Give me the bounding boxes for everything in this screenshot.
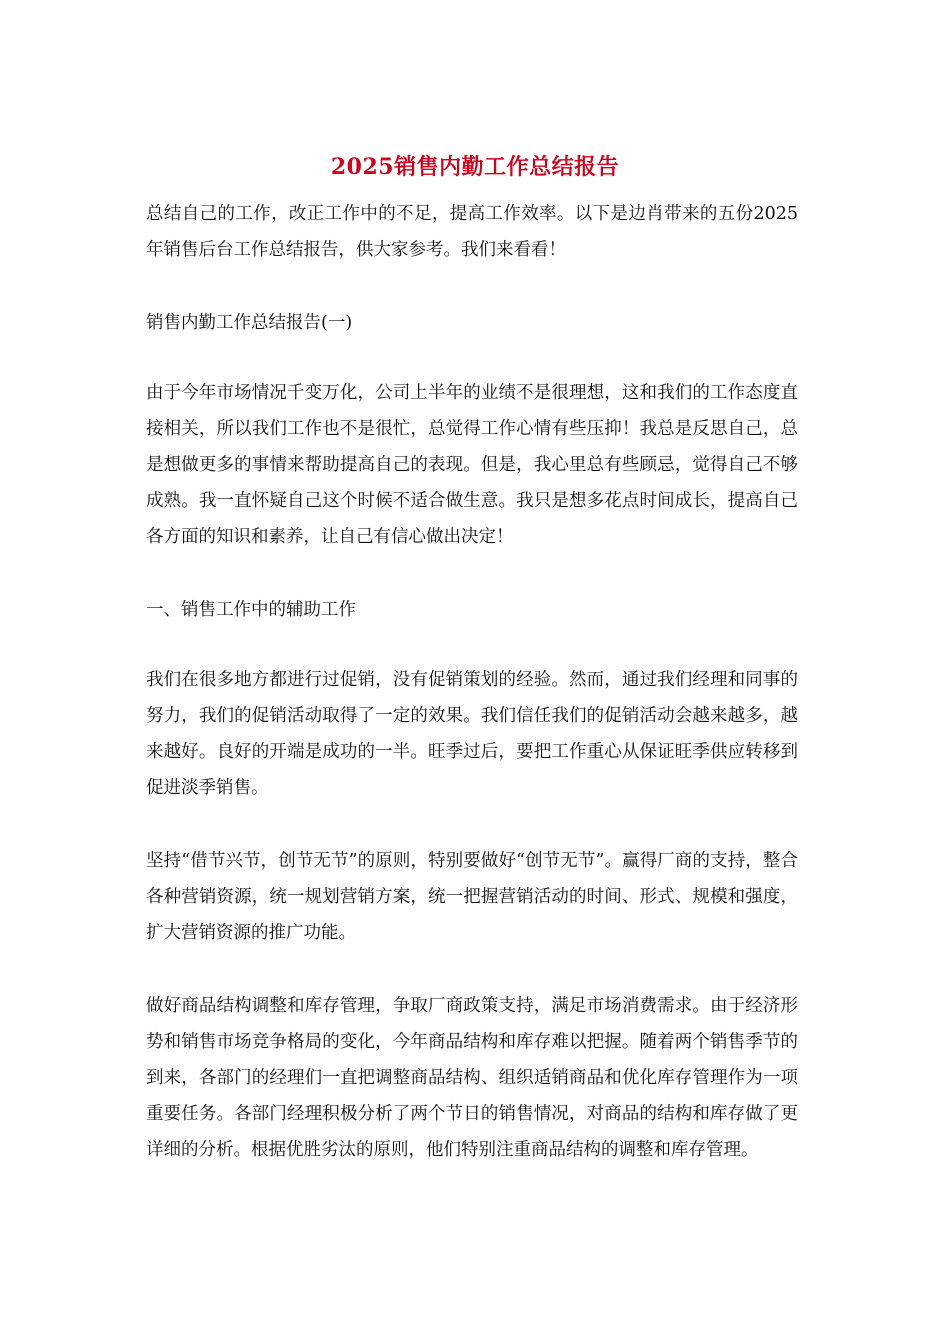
body-paragraph: 做好商品结构调整和库存管理，争取厂商政策支持，满足市场消费需求。由于经济形势和销售市场竞争格局的变化，今年商品结构和库存难以把握。随着两个销售季节的到来，各部门的经理们一直把调整商品结构、组织适销商品和优化库存管理作为一项重要任务。各部门经理积极分析了两个节日的销售情况，对商品的结构和库存做了更详细的分析。根据优胜劣汰的原则，他们特别注重商品结构的调整和库存管理。 [146,996,798,1160]
document-body [146,196,798,1205]
body-paragraph: 坚持“借节兴节，创节无节”的原则，特别要做好“创节无节”。赢得厂商的支持，整合各种营销资源，统一规划营销方案，统一把握营销活动的时间、形式、规模和强度，扩大营销资源的推广功能。 [146,851,798,943]
report-heading: 销售内勤工作总结报告(一) [146,313,353,333]
document-title: 2025销售内勤工作总结报告 [330,154,620,180]
body-paragraph: 由于今年市场情况千变万化，公司上半年的业绩不是很理想，这和我们的工作态度直接相关，所以我们工作也不是很忙，总觉得工作心情有些压抑！我总是反思自己，总是想做更多的事情来帮助提高自己的表现。但是，我心里总有些顾忌，觉得自己不够成熟。我一直怀疑自己这个时候不适合做生意。我只是想多花点时间成长，提高自己各方面的知识和素养，让自己有信心做出决定！ [146,383,798,547]
body-paragraph: 我们在很多地方都进行过促销，没有促销策划的经验。然而，通过我们经理和同事的努力，我们的促销活动取得了一定的效果。我们信任我们的促销活动会越来越多，越来越好。良好的开端是成功的一半。旺季过后，要把工作重心从保证旺季供应转移到促进淡季销售。 [146,670,798,798]
intro-paragraph: 总结自己的工作，改正工作中的不足，提高工作效率。以下是边肖带来的五份2025年销售后台工作总结报告，供大家参考。我们来看看！ [146,204,798,260]
section-heading: 一、销售工作中的辅助工作 [146,600,356,620]
